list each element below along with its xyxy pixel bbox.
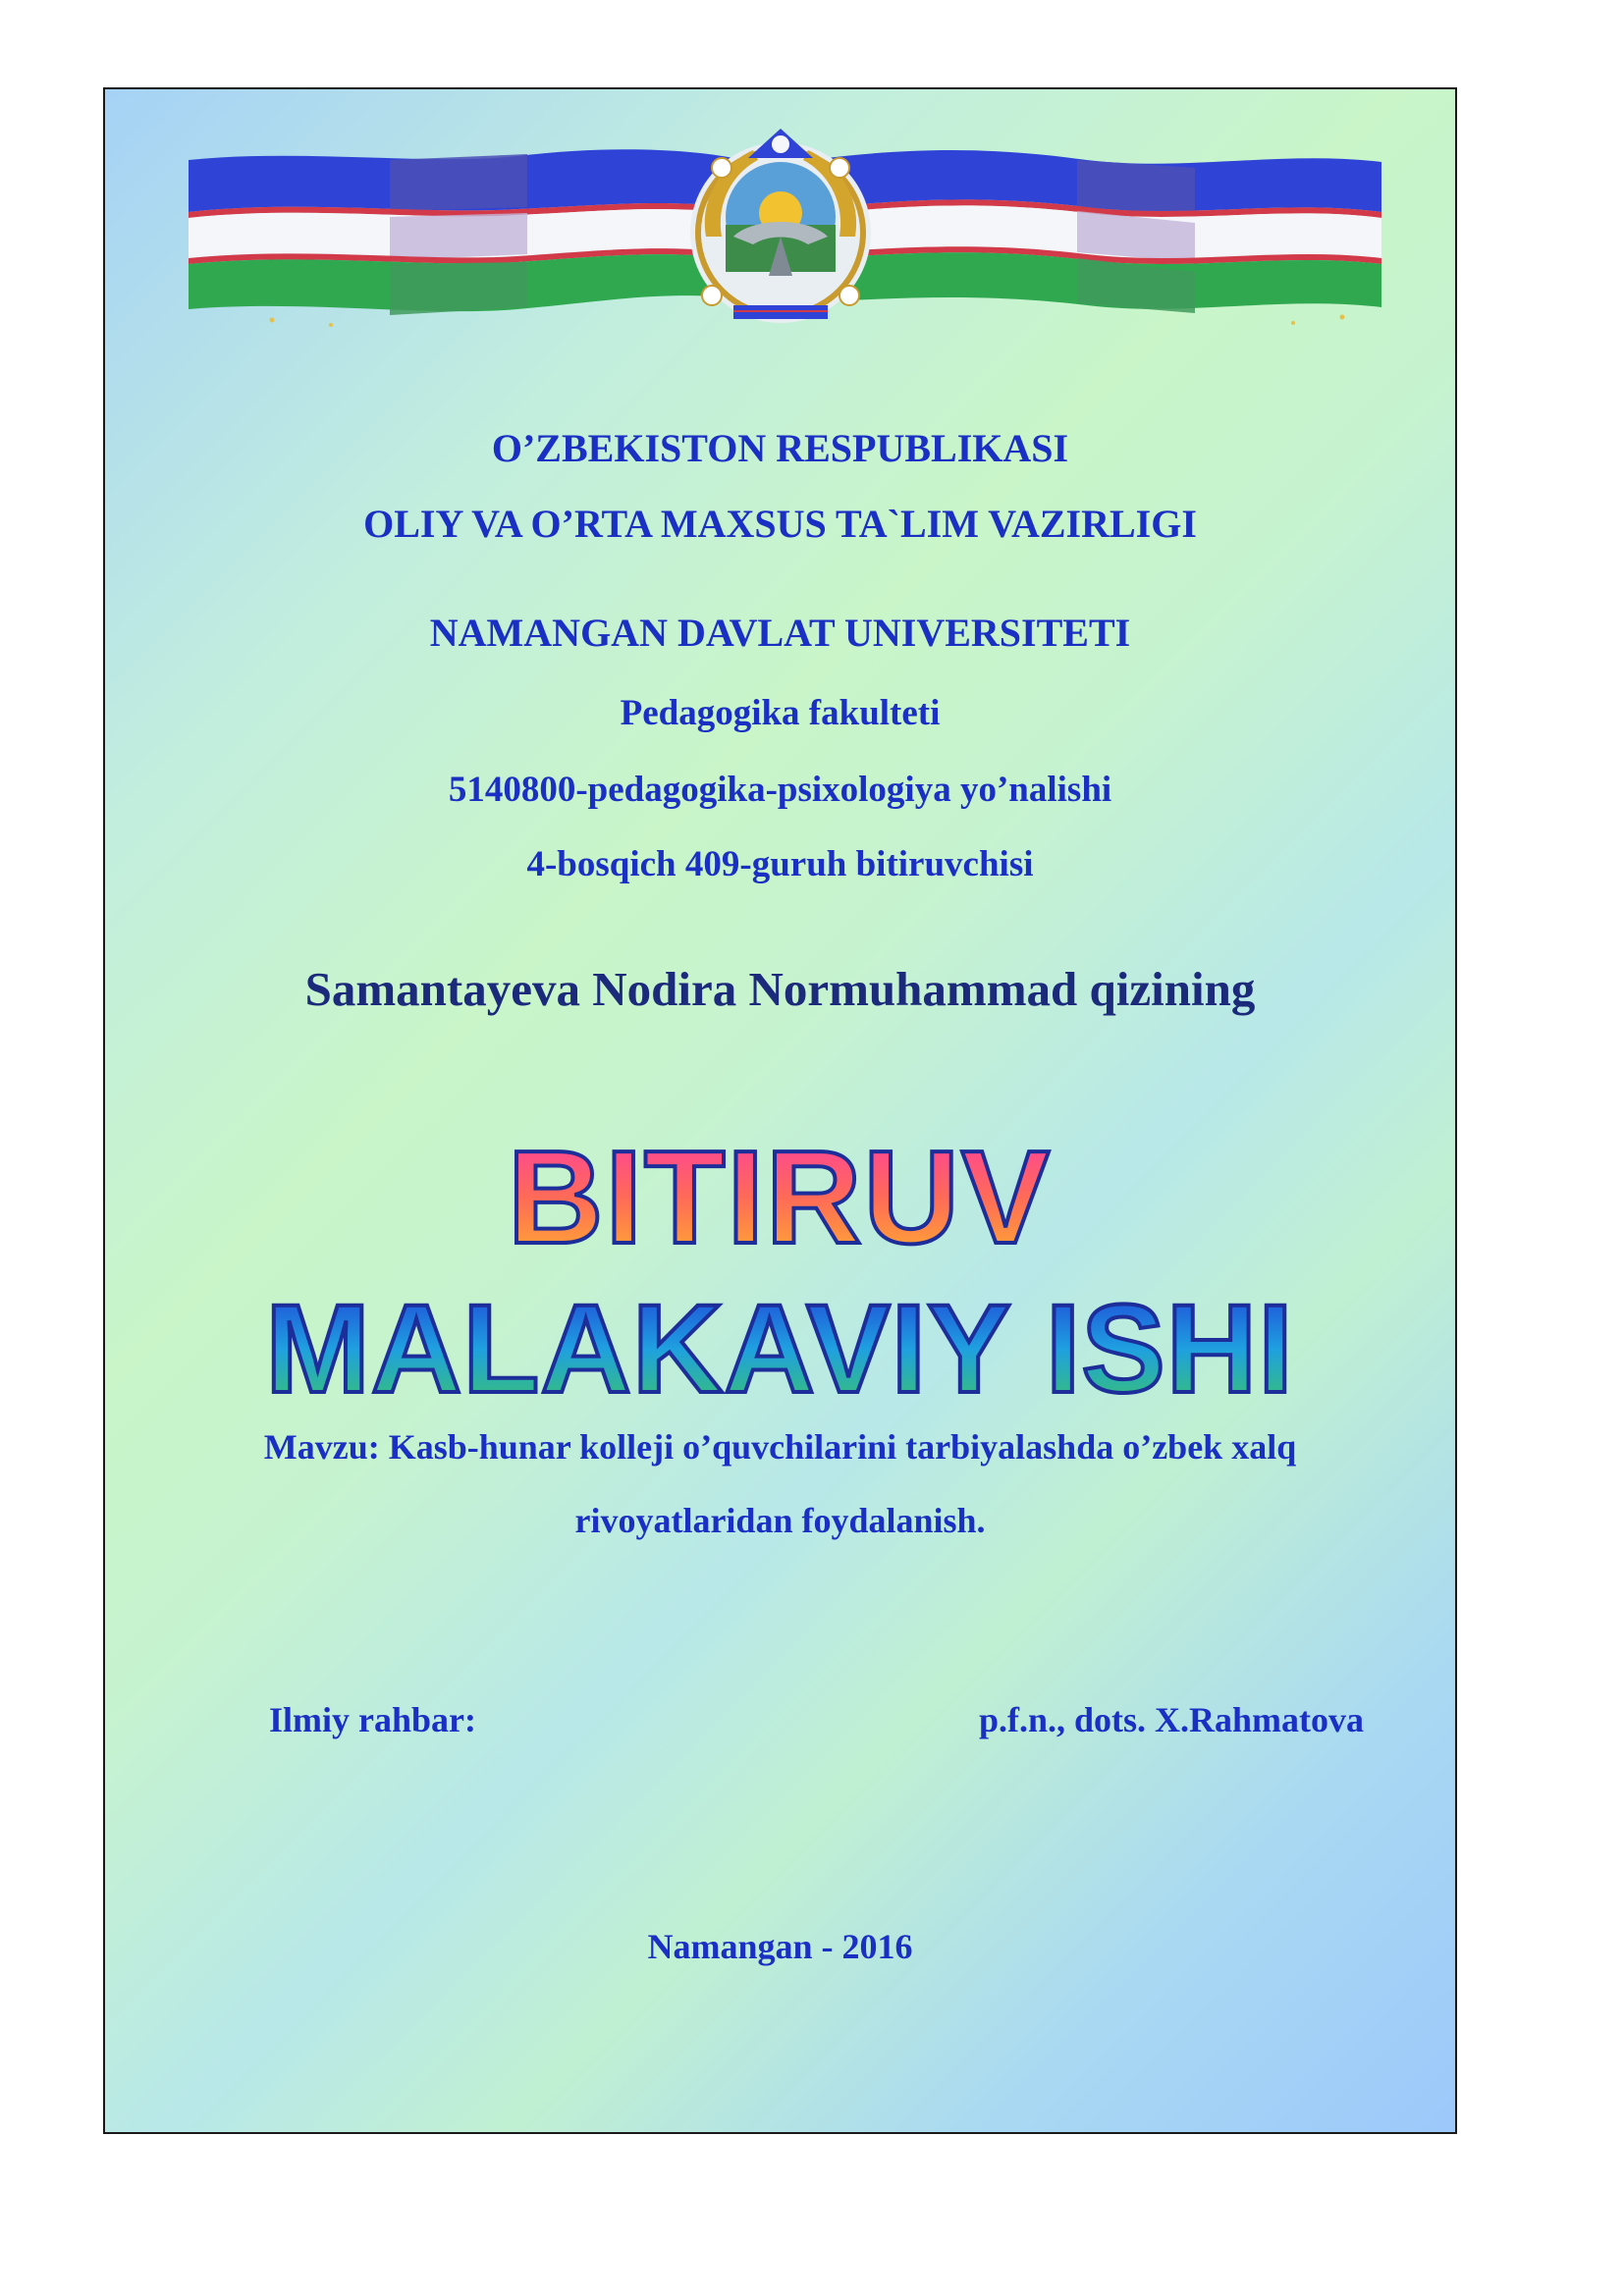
flag-emblem-banner	[105, 89, 1455, 354]
university-title: NAMANGAN DAVLAT UNIVERSITETI	[429, 611, 1131, 655]
ministry-title: OLIY VA O’RTA MAXSUS TA`LIM VAZIRLIGI	[363, 502, 1197, 546]
country-title: O’ZBEKISTON RESPUBLIKASI	[491, 426, 1069, 470]
author-name: Samantayeva Nodira Normuhammad qizining	[304, 962, 1256, 1016]
supervisor-name: p.f.n., dots. X.Rahmatova	[978, 1700, 1364, 1739]
topic-line1: Mavzu: Kasb-hunar kolleji o’quvchilarini tarbiyalashda o’zbek xalq	[263, 1427, 1297, 1467]
title-page-frame	[103, 87, 1457, 2134]
work-title-line2: MALAKAVIY ISHI	[265, 1279, 1294, 1419]
work-title-line1: BITIRUV	[508, 1123, 1052, 1271]
work-title	[105, 1066, 1455, 1459]
specialty-line: 5140800-pedagogika-psixologiya yo’nalishi	[448, 770, 1112, 810]
group-line: 4-bosqich 409-guruh bitiruvchisi	[526, 844, 1034, 884]
place-year: Namangan - 2016	[647, 1927, 913, 1966]
faculty-title: Pedagogika fakulteti	[620, 693, 941, 733]
supervisor-label: Ilmiy rahbar:	[269, 1700, 476, 1739]
topic-line2: rivoyatlaridan foydalanish.	[574, 1501, 986, 1540]
